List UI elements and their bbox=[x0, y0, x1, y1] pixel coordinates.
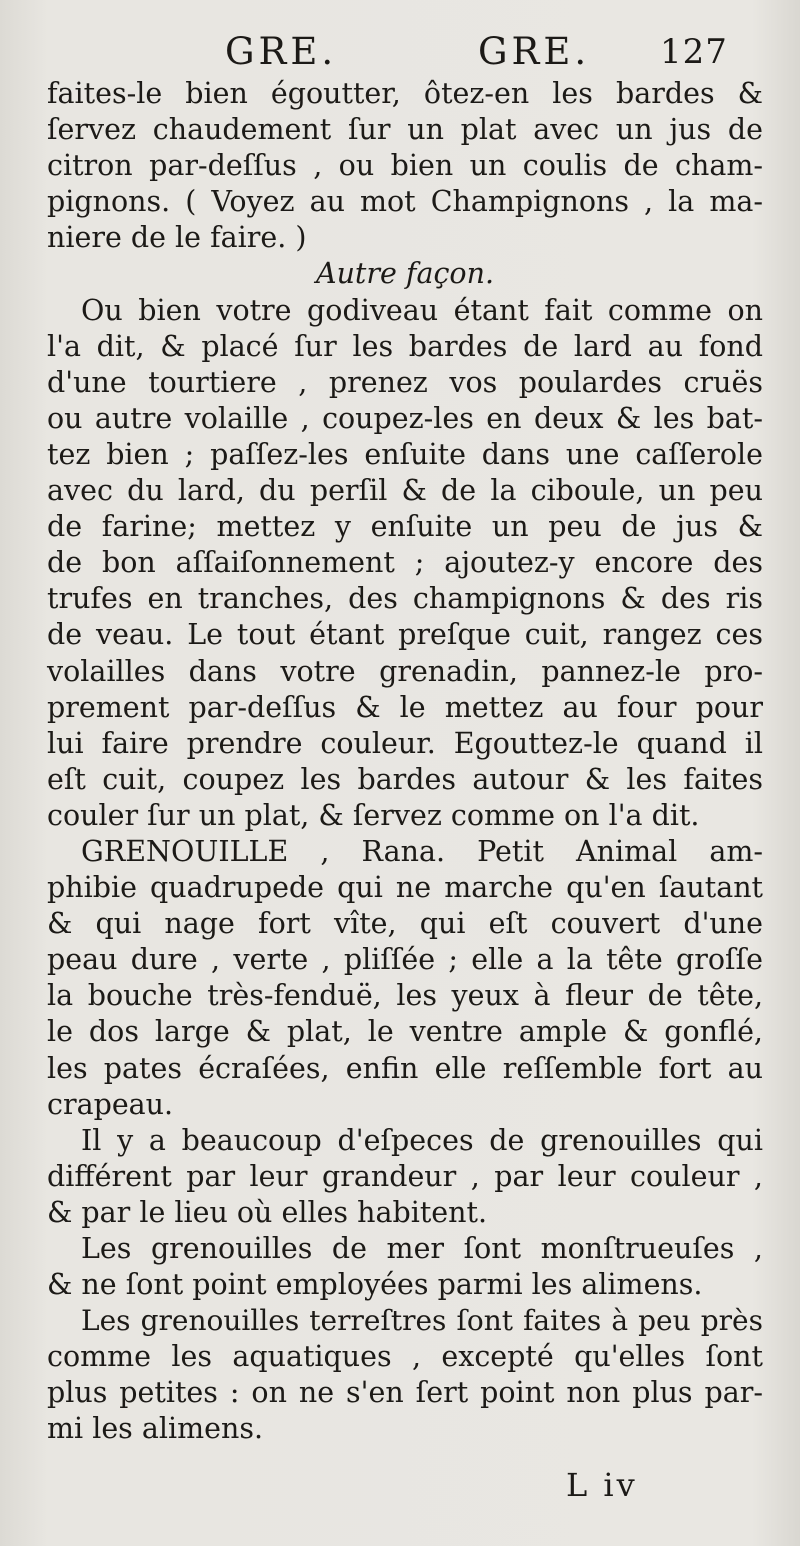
body-line: de veau. Le tout étant preſque cuit, rangez ces bbox=[47, 618, 763, 652]
body-line: & ne ſont point employées parmi les alimens. bbox=[47, 1268, 703, 1302]
body-line: l'a dit, & placé ſur les bardes de lard au fond bbox=[47, 329, 763, 363]
signature-mark: L iv bbox=[566, 1466, 638, 1504]
body-line: & qui nage fort vîte, qui eſt couvert d'une bbox=[47, 907, 763, 941]
body-line: avec du lard, du perſil & de la ciboule, un peu bbox=[47, 474, 763, 508]
body-line: ſervez chaudement ſur un plat avec un jus de bbox=[47, 113, 763, 147]
body-line: peau dure , verte , pliſſée ; elle a la tête groſſe bbox=[47, 943, 763, 977]
body-line: de bon aſſaiſonnement ; ajoutez-y encore des bbox=[47, 546, 763, 580]
body-line: trufes en tranches, des champignons & des ris bbox=[47, 582, 763, 616]
body-line: tez bien ; paſſez-les enſuite dans une caſſerole bbox=[47, 437, 763, 471]
page-body bbox=[47, 76, 763, 1448]
body-line: pignons. ( Voyez au mot Champignons , la ma- bbox=[47, 185, 763, 219]
header-left-word: GRE. bbox=[225, 30, 338, 73]
body-line: d'une tourtiere , prenez vos poulardes cruës bbox=[47, 365, 763, 399]
body-line: & par le lieu où elles habitent. bbox=[47, 1195, 488, 1229]
body-line: le dos large & plat, le ventre ample & gonflé, bbox=[47, 1015, 763, 1049]
body-line: lui faire prendre couleur. Egouttez-le quand il bbox=[47, 726, 763, 760]
body-line: Ou bien votre godiveau étant fait comme on bbox=[81, 293, 763, 327]
body-line: ou autre volaille , coupez-les en deux & les bat- bbox=[47, 401, 763, 435]
body-line: différent par leur grandeur , par leur couleur , bbox=[47, 1159, 763, 1193]
body-line: niere de le faire. ) bbox=[47, 221, 307, 255]
body-line: Il y a beaucoup d'eſpeces de grenouilles qui bbox=[81, 1123, 763, 1157]
body-line: la bouche très-fenduë, les yeux à fleur de tête, bbox=[47, 979, 763, 1013]
body-line: Les grenouilles de mer ſont monſtrueuſes , bbox=[81, 1232, 763, 1265]
body-line: eſt cuit, coupez les bardes autour & les faites bbox=[47, 762, 763, 796]
section-subheading: Autre façon. bbox=[315, 257, 494, 291]
body-line: citron par-deſſus , ou bien un coulis de cham- bbox=[47, 149, 763, 183]
entry-heading-line: GRENOUILLE , Rana. Petit Animal am- bbox=[81, 834, 763, 868]
body-line: Les grenouilles terreſtres ſont faites à peu près bbox=[81, 1304, 763, 1338]
body-line: couler ſur un plat, & ſervez comme on l'a dit. bbox=[47, 798, 700, 832]
header-center-word: GRE. bbox=[478, 30, 591, 73]
body-line: volailles dans votre grenadin, pannez-le pro- bbox=[47, 654, 763, 688]
body-line: plus petites : on ne s'en ſert point non plus par- bbox=[47, 1376, 763, 1410]
body-line: phibie quadrupede qui ne marche qu'en ſautant bbox=[47, 871, 763, 905]
body-line: prement par-deſſus & le mettez au four pour bbox=[47, 690, 763, 724]
page-number: 127 bbox=[660, 32, 728, 72]
body-line: faites-le bien égoutter, ôtez-en les bardes & bbox=[47, 77, 763, 110]
body-line: les pates écraſées, enfin elle reſſemble fort au bbox=[47, 1051, 763, 1085]
body-line: comme les aquatiques , excepté qu'elles ſont bbox=[47, 1340, 763, 1374]
body-line: crapeau. bbox=[47, 1087, 174, 1121]
body-line: de farine; mettez y enſuite un peu de jus & bbox=[47, 510, 763, 544]
running-header bbox=[0, 30, 800, 80]
body-line: mi les alimens. bbox=[47, 1412, 264, 1446]
